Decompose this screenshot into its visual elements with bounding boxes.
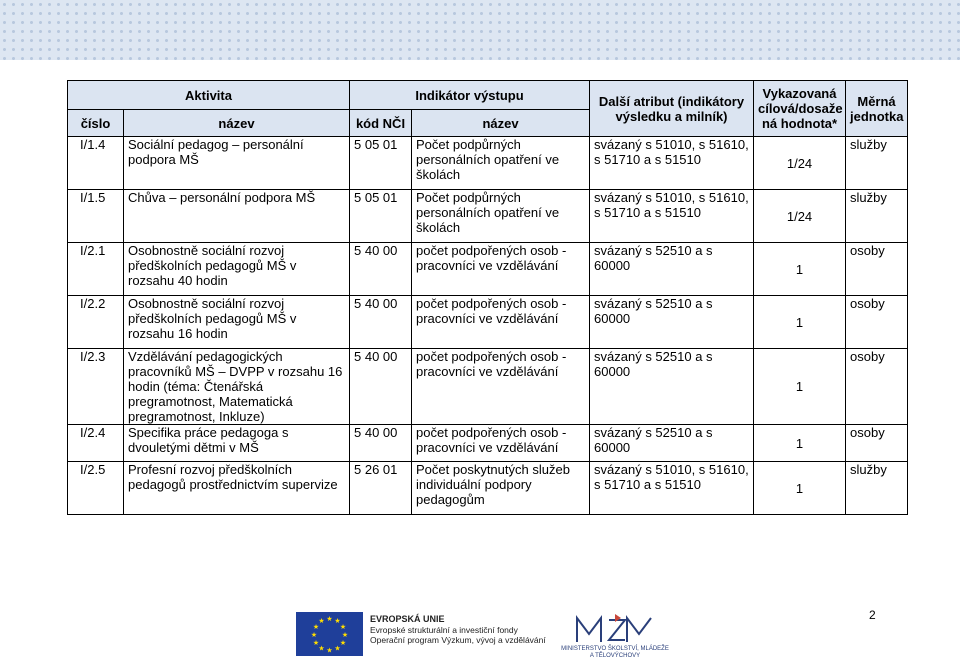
cell-atribut: svázaný s 51010, s 51610, s 51710 a s 51510	[590, 462, 754, 515]
cell-atribut: svázaný s 51010, s 51610, s 51710 a s 51510	[590, 190, 754, 243]
header-nazev-indikatoru: název	[412, 110, 590, 137]
cell-jednotka: služby	[846, 462, 908, 515]
cell-kod: 5 05 01	[350, 190, 412, 243]
svg-text:★: ★	[326, 615, 333, 623]
cell-hodnota: 1/24	[754, 190, 846, 243]
header-cislo: číslo	[68, 110, 124, 137]
eu-stars-icon	[296, 612, 363, 656]
decorative-header-band	[0, 0, 960, 60]
svg-text:★: ★	[334, 617, 341, 625]
cell-hodnota: 1	[754, 462, 846, 515]
cell-cislo: I/2.2	[68, 296, 124, 349]
cell-jednotka: osoby	[846, 243, 908, 296]
table-row	[68, 425, 908, 462]
cell-atribut: svázaný s 52510 a s 60000	[590, 243, 754, 296]
cell-cislo: I/2.3	[68, 349, 124, 425]
header-merna-jednotka: Měrná jednotka	[846, 81, 908, 137]
cell-nazev: Chůva – personální podpora MŠ	[124, 190, 350, 243]
svg-text:★: ★	[339, 639, 347, 647]
cell-jednotka: osoby	[846, 425, 908, 462]
cell-cislo: I/2.1	[68, 243, 124, 296]
cell-nazev: Profesní rozvoj předškolních pedagogů prostřednictvím supervize	[124, 462, 350, 515]
table-row	[68, 190, 908, 243]
table-row	[68, 243, 908, 296]
cell-cislo: I/1.5	[68, 190, 124, 243]
cell-jednotka: služby	[846, 137, 908, 190]
cell-indikator: Počet podpůrných personálních opatření ve školách	[412, 190, 590, 243]
cell-indikator: počet podpořených osob - pracovníci ve vzdělávání	[412, 243, 590, 296]
cell-jednotka: služby	[846, 190, 908, 243]
svg-text:★: ★	[339, 623, 347, 631]
activities-table	[67, 80, 908, 515]
eu-title: EVROPSKÁ UNIE	[370, 614, 445, 624]
cell-kod: 5 40 00	[350, 425, 412, 462]
header-vykazovana-hodnota: Vykazovaná cílová/dosaže ná hodnota*	[754, 81, 846, 137]
eu-program-name: Operační program Výzkum, vývoj a vzdělávání	[370, 635, 546, 645]
cell-atribut: svázaný s 52510 a s 60000	[590, 349, 754, 425]
svg-text:★: ★	[326, 646, 333, 655]
ministry-name: MINISTERSTVO ŠKOLSTVÍ, MLÁDEŽE A TĚLOVÝCHOVY	[561, 646, 669, 659]
cell-nazev: Vzdělávání pedagogických pracovníků MŠ – DVPP v rozsahu 16 hodin (téma: Čtenářská pregramotnost, Matematická pregramotnost, Inkluze)	[124, 349, 350, 425]
cell-hodnota: 1	[754, 349, 846, 425]
svg-text:★: ★	[334, 644, 341, 653]
svg-text:★: ★	[318, 617, 325, 625]
cell-atribut: svázaný s 52510 a s 60000	[590, 425, 754, 462]
cell-kod: 5 26 01	[350, 462, 412, 515]
table-row	[68, 137, 908, 190]
cell-nazev: Osobnostně sociální rozvoj předškolních pedagogů MŠ v rozsahu 40 hodin	[124, 243, 350, 296]
cell-cislo: I/2.4	[68, 425, 124, 462]
cell-kod: 5 05 01	[350, 137, 412, 190]
header-aktivita: Aktivita	[68, 81, 350, 110]
header-kod-nci: kód NČI	[350, 110, 412, 137]
cell-hodnota: 1	[754, 425, 846, 462]
eu-logo-text	[370, 614, 546, 646]
cell-kod: 5 40 00	[350, 296, 412, 349]
svg-text:★: ★	[312, 639, 320, 647]
cell-indikator: počet podpořených osob - pracovníci ve vzdělávání	[412, 296, 590, 349]
cell-indikator: Počet poskytnutých služeb individuální podpory pedagogům	[412, 462, 590, 515]
header-dalsi-atribut: Další atribut (indikátory výsledku a milník)	[590, 81, 754, 137]
cell-jednotka: osoby	[846, 296, 908, 349]
table-row	[68, 296, 908, 349]
svg-text:★: ★	[341, 631, 349, 639]
svg-text:★: ★	[310, 631, 318, 639]
svg-text:★: ★	[318, 644, 325, 653]
cell-hodnota: 1/24	[754, 137, 846, 190]
eu-fund-name: Evropské strukturální a investiční fondy	[370, 624, 518, 635]
eu-flag-logo	[296, 612, 363, 656]
cell-kod: 5 40 00	[350, 349, 412, 425]
cell-cislo: I/2.5	[68, 462, 124, 515]
table-row	[68, 349, 908, 425]
table-row	[68, 462, 908, 515]
cell-indikator: počet podpořených osob - pracovníci ve vzdělávání	[412, 425, 590, 462]
cell-cislo: I/1.4	[68, 137, 124, 190]
cell-atribut: svázaný s 51010, s 51610, s 51710 a s 51510	[590, 137, 754, 190]
cell-indikator: počet podpořených osob - pracovníci ve vzdělávání	[412, 349, 590, 425]
page-number: 2	[869, 608, 876, 622]
header-nazev: název	[124, 110, 350, 137]
cell-kod: 5 40 00	[350, 243, 412, 296]
header-indikator: Indikátor výstupu	[350, 81, 590, 110]
cell-jednotka: osoby	[846, 349, 908, 425]
cell-nazev: Osobnostně sociální rozvoj předškolních pedagogů MŠ v rozsahu 16 hodin	[124, 296, 350, 349]
svg-text:★: ★	[312, 623, 320, 631]
cell-indikator: Počet podpůrných personálních opatření ve školách	[412, 137, 590, 190]
cell-nazev: Specifika práce pedagoga s dvouletými dětmi v MŠ	[124, 425, 350, 462]
cell-hodnota: 1	[754, 243, 846, 296]
cell-atribut: svázaný s 52510 a s 60000	[590, 296, 754, 349]
cell-hodnota: 1	[754, 296, 846, 349]
cell-nazev: Sociální pedagog – personální podpora MŠ	[124, 137, 350, 190]
